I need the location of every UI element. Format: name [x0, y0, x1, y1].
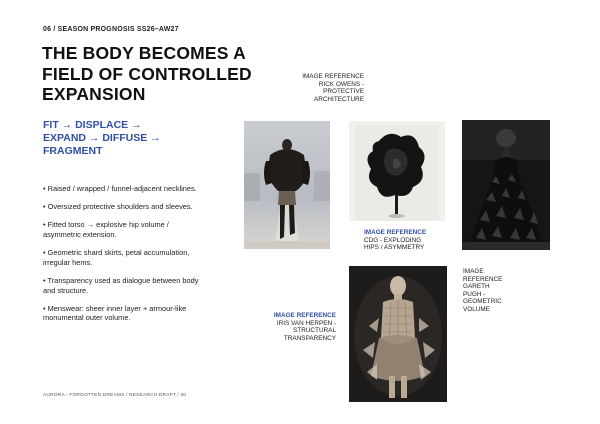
image-gareth-pugh — [462, 120, 550, 250]
bullet-list — [43, 184, 203, 332]
caption-line: PROTECTIVE — [323, 88, 364, 96]
caption-rick-owens — [296, 73, 364, 103]
bullet-item: • Menswear: sheer inner layer + armour-like monumental outer volume. — [43, 303, 187, 323]
bullet-item: • Raised / wrapped / funnel-adjacent necklines. — [43, 184, 197, 193]
caption-line: IRIS VAN HERPEN - — [276, 319, 336, 327]
caption-line: RICK OWENS - — [318, 80, 364, 88]
caption-line: REFERENCE — [463, 275, 503, 283]
bullet-item: • Fitted torso → explosive hip volume / asymmetric extension. — [43, 220, 169, 239]
caption-head: IMAGE — [463, 268, 484, 275]
bullet-item: • Oversized protective shoulders and sleeves. — [43, 202, 193, 212]
caption-head: IMAGE REFERENCE — [273, 312, 336, 319]
caption-line: ARCHITECTURE — [313, 95, 364, 103]
process-subtitle — [43, 119, 203, 158]
caption-line: TRANSPARENCY — [283, 334, 336, 342]
subtitle-line: EXPAND → DIFFUSE → — [43, 132, 161, 144]
caption-line: STRUCTURAL — [293, 327, 336, 335]
footer: AURORA - FORGOTTEN DREAMS / RESEARCH DRAFT / 30 — [43, 393, 187, 398]
image-cdg — [349, 121, 445, 221]
subtitle-line: FRAGMENT — [43, 145, 103, 157]
caption-head: IMAGE REFERENCE — [302, 73, 364, 80]
image-rick-owens — [244, 121, 330, 249]
bullet-item: • Geometric shard skirts, petal accumulation, irregular hems. — [43, 248, 190, 267]
subtitle-line: FIT → DISPLACE → — [43, 119, 142, 131]
title-line: FIELD OF CONTROLLED — [42, 63, 252, 84]
caption-head: IMAGE REFERENCE — [364, 229, 427, 236]
caption-gareth-pugh — [463, 268, 523, 314]
page-title — [42, 43, 282, 105]
caption-line: PUGH - — [463, 290, 486, 298]
section-label: 06 / SEASON PROGNOSIS SS26–AW27 — [43, 26, 179, 33]
title-line: EXPANSION — [42, 84, 146, 104]
caption-cdg — [364, 229, 448, 252]
caption-line: GEOMETRIC — [463, 298, 502, 306]
caption-line: VOLUME — [463, 305, 490, 313]
title-line: THE BODY BECOMES A — [42, 43, 246, 63]
bullet-item: • Transparency used as dialogue between body and structure. — [43, 275, 199, 295]
caption-line: HIPS / ASYMMETRY — [364, 244, 425, 252]
caption-line: CDG - EXPLODING — [364, 236, 422, 244]
caption-line: GARETH — [463, 283, 490, 291]
image-iris-van-herpen — [349, 266, 447, 402]
caption-iris-van-herpen — [264, 312, 336, 342]
